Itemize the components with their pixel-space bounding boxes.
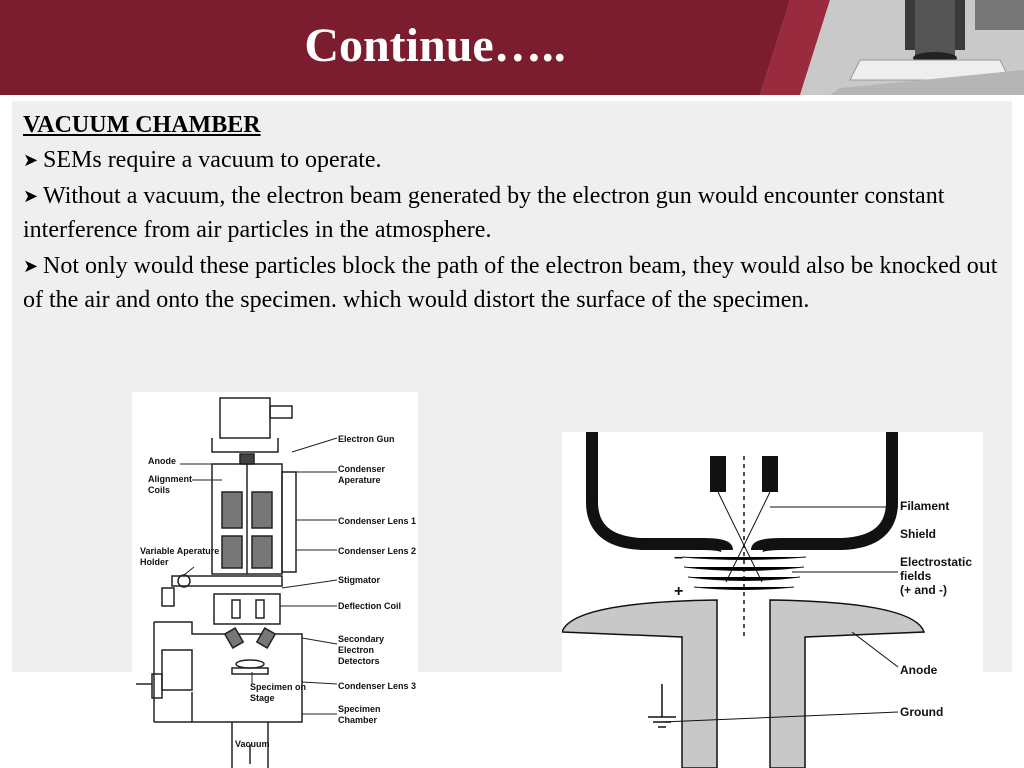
label-specimen-stage: Specimen on bbox=[250, 682, 307, 692]
plus-sign: + bbox=[674, 583, 684, 600]
label-specimen-stage: Stage bbox=[250, 693, 275, 703]
label-electrostatic-fields: (+ and -) bbox=[900, 583, 947, 597]
label-alignment-coils: Alignment bbox=[148, 474, 192, 484]
label-secondary-detectors: Electron bbox=[338, 645, 375, 655]
minus-sign: – bbox=[674, 549, 683, 566]
label-specimen-chamber: Specimen bbox=[338, 704, 381, 714]
label-condenser-lens-2: Condenser Lens 2 bbox=[338, 546, 417, 556]
page-title: Continue….. bbox=[304, 19, 566, 72]
label-ground: Ground bbox=[900, 705, 944, 719]
label-secondary-detectors: Secondary bbox=[338, 634, 385, 644]
text-content bbox=[23, 109, 1008, 317]
label-electron-gun: Electron Gun bbox=[338, 434, 395, 444]
label-condenser-lens-1: Condenser Lens 1 bbox=[338, 516, 417, 526]
label-anode: Anode bbox=[148, 456, 176, 466]
bullet-item bbox=[23, 179, 1008, 247]
bullet-text: SEMs require a vacuum to operate. bbox=[43, 147, 382, 173]
arrow-bullet-icon: ➤ bbox=[23, 256, 39, 276]
label-stigmator: Stigmator bbox=[338, 575, 381, 585]
label-electrostatic-fields: fields bbox=[900, 569, 932, 583]
bullet-text: Not only would these particles block the path of the electron beam, they would also be knocked out of the air and onto the specimen. which would distort the surface of the specimen. bbox=[23, 253, 998, 313]
label-condenser-lens-3: Condenser Lens 3 bbox=[338, 681, 417, 691]
label-filament: Filament bbox=[900, 499, 950, 513]
bullet-text: Without a vacuum, the electron beam generated by the electron gun would encounter constant interference from air particles in the atmosphere. bbox=[23, 183, 945, 243]
title-banner bbox=[0, 0, 1024, 95]
label-specimen-chamber: Chamber bbox=[338, 715, 378, 725]
label-variable-aperature: Holder bbox=[140, 557, 169, 567]
label-condenser-aperature: Aperature bbox=[338, 475, 381, 485]
label-shield: Shield bbox=[900, 527, 937, 541]
arrow-bullet-icon: ➤ bbox=[23, 186, 39, 206]
section-heading: VACUUM CHAMBER bbox=[23, 112, 261, 138]
label-variable-aperature: Variable Aperature bbox=[140, 546, 220, 556]
bullet-item bbox=[23, 249, 1008, 317]
label-alignment-coils: Coils bbox=[148, 485, 171, 495]
label-vacuum: Vacuum bbox=[235, 739, 270, 749]
arrow-bullet-icon: ➤ bbox=[23, 150, 39, 170]
bullet-item bbox=[23, 143, 1008, 177]
label-deflection-coil: Deflection Coil bbox=[338, 601, 402, 611]
label-condenser-aperature: Condenser bbox=[338, 464, 386, 474]
label-secondary-detectors: Detectors bbox=[338, 656, 380, 666]
label-electrostatic-fields: Electrostatic bbox=[900, 555, 973, 569]
sem-schematic-diagram bbox=[132, 392, 418, 768]
label-anode: Anode bbox=[900, 663, 938, 677]
electron-gun-diagram bbox=[562, 432, 983, 768]
